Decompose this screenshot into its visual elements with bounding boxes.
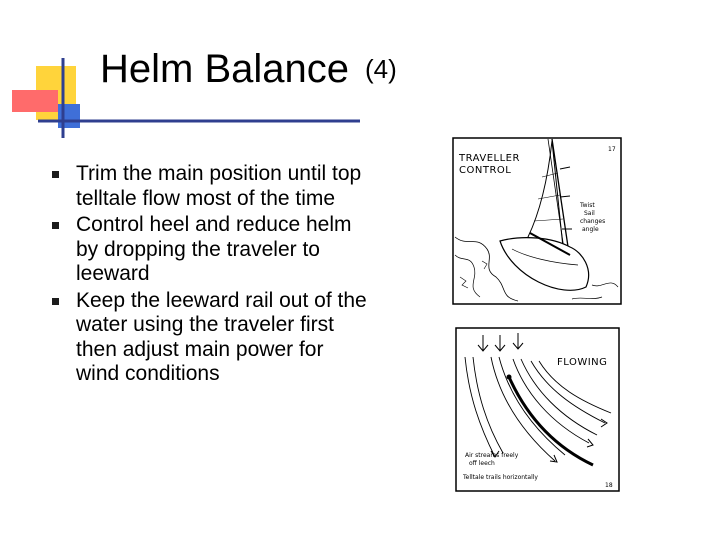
figure-top-side-note-2: Sail bbox=[584, 210, 595, 217]
figure-bottom-caption-2: off leech bbox=[469, 460, 495, 467]
blue-square bbox=[58, 104, 80, 128]
flowing-illustration bbox=[455, 327, 620, 492]
traveller-control-illustration bbox=[452, 137, 622, 305]
figure-top-side-note-1: Twist bbox=[580, 202, 595, 209]
bullet-text: Control heel and reduce helm by dropping the traveler to leeward bbox=[76, 213, 352, 285]
square-bullet-icon bbox=[52, 171, 59, 178]
bullet-item bbox=[48, 213, 368, 287]
bullet-text: Trim the main position until top telltale flow most of the time bbox=[76, 162, 362, 210]
figure-bottom-page-number: 18 bbox=[605, 482, 613, 489]
bullet-item bbox=[48, 289, 368, 387]
red-square bbox=[12, 90, 58, 112]
figure-bottom-caption-3: Telltale trails horizontally bbox=[463, 474, 538, 481]
figure-bottom-caption-1: Air streams freely bbox=[465, 452, 519, 459]
figure-top-side-note-4: angle bbox=[582, 226, 599, 233]
square-bullet-icon bbox=[52, 222, 59, 229]
bullet-list bbox=[48, 162, 368, 389]
figure-top-label-line2: CONTROL bbox=[459, 165, 512, 176]
figure-top-page-number: 17 bbox=[608, 146, 616, 153]
square-bullet-icon bbox=[52, 298, 59, 305]
figure-bottom-label: FLOWING bbox=[557, 357, 608, 368]
figure-top-label-line1: TRAVELLER bbox=[459, 153, 520, 164]
slide-title-text: Helm Balance bbox=[100, 47, 350, 91]
bullet-text: Keep the leeward rail out of the water using the traveler first then adjust main power for wind conditions bbox=[76, 288, 367, 385]
slide-title bbox=[100, 46, 397, 92]
figure-top-side-note-3: changes bbox=[580, 218, 606, 225]
bullet-item bbox=[48, 162, 368, 211]
airflow-drawing bbox=[455, 327, 620, 492]
sailboat-drawing bbox=[452, 137, 622, 305]
slide-title-number: (4) bbox=[365, 54, 397, 84]
